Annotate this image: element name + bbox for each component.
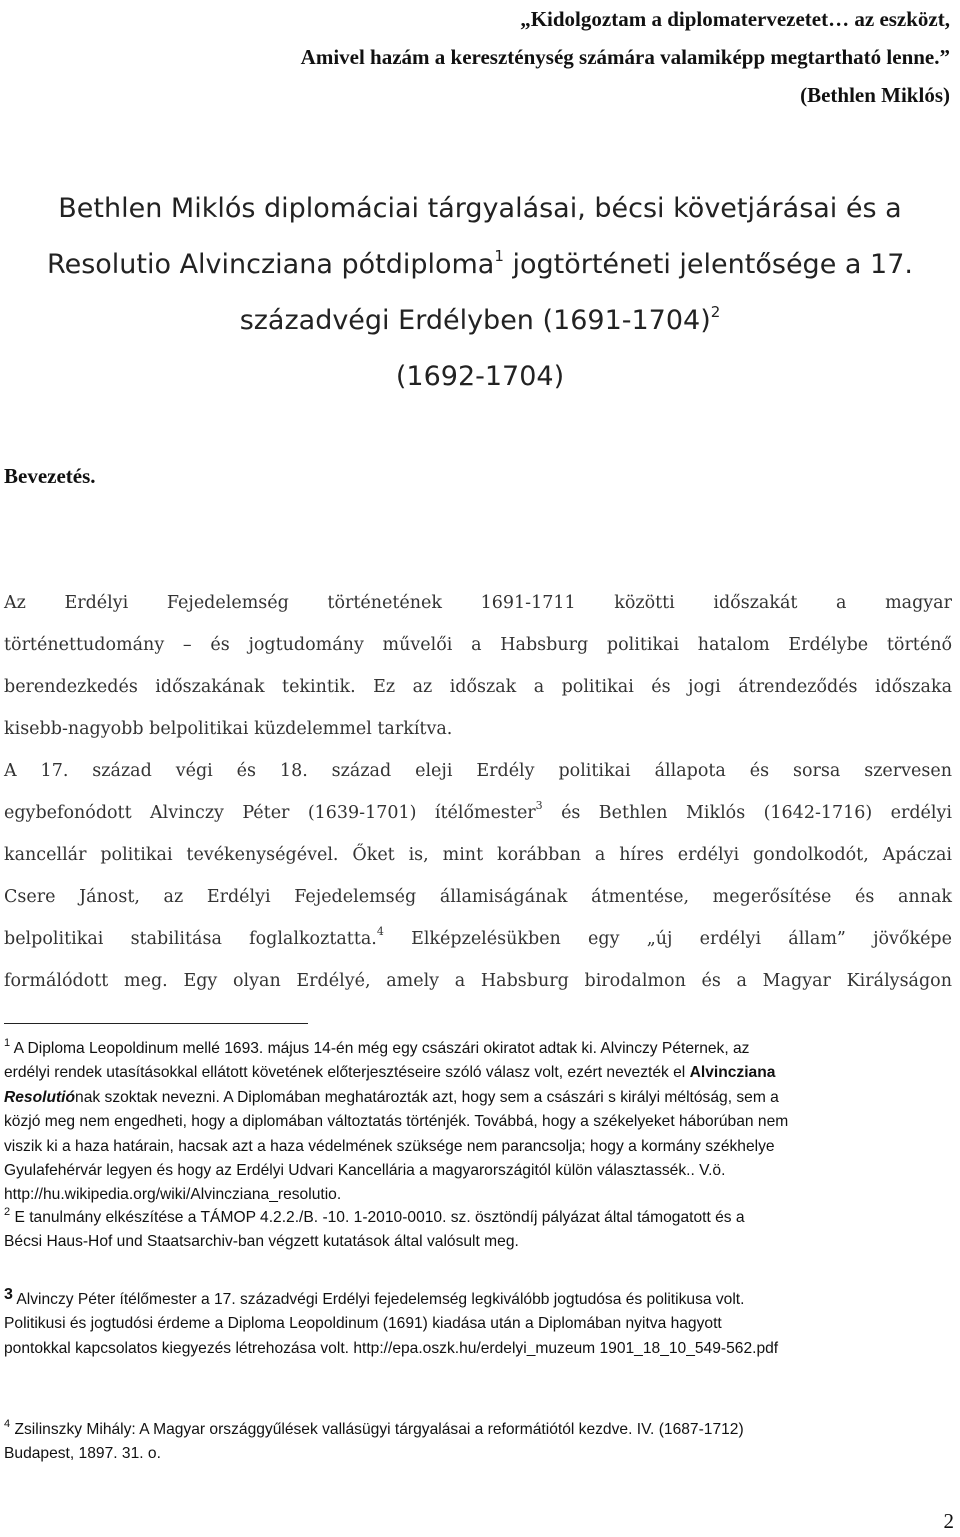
footnote-text: erdélyi rendek utasításokkal ellátott követének előterjesztéseire szóló válasz volt, ezért nevezték el <box>4 1064 690 1082</box>
footnote-line <box>4 1418 952 1442</box>
title-line-3-text: századvégi Erdélyben (1691-1704) <box>239 305 711 336</box>
footnote-line: pontokkal kapcsolatos kiegyezés létrehozása volt. http://epa.oszk.hu/erdelyi_muzeum 1901_18_10_549-562.pdf <box>4 1339 779 1357</box>
footnote-bold-term: Alvincziana <box>689 1064 776 1082</box>
body-line: berendezkedés időszakának tekintik. Ez az időszak a politikai és jogi átrendeződés időszaka <box>4 677 952 697</box>
footnote-link[interactable]: http://hu.wikipedia.org/wiki/Alvincziana_resolutio. <box>4 1186 342 1204</box>
footnote-4 <box>4 1418 952 1467</box>
footnote-line: Gyulafehérvár legyen és hogy az Erdélyi Udvari Kancellária a magyarországitól külön választassék.. V.ö. <box>4 1161 726 1179</box>
footnote-ref-4[interactable]: 4 <box>376 925 384 938</box>
footnote-text: nak szoktak nevezni. A Diplomában meghatározták azt, hogy sem a császári s királyi méltóság, sem a <box>75 1088 779 1106</box>
body-line: kancellár politikai tevékenységével. Őket is, mint korábban a híres erdélyi gondolkodót, Apáczai <box>4 845 952 865</box>
title-line-2 <box>0 237 960 293</box>
body-line-text-cont: Elképzelésükben egy „új erdélyi állam” jövőképe <box>383 929 952 949</box>
footnote-line <box>4 1288 952 1312</box>
title-line-4: (1692-1704) <box>395 361 565 392</box>
body-line-text-cont: és Bethlen Miklós (1642-1716) erdélyi <box>542 803 952 823</box>
footnote-line: Budapest, 1897. 31. o. <box>4 1445 161 1463</box>
epigraph-attribution: (Bethlen Miklós) <box>800 83 950 107</box>
footnote-3 <box>4 1288 952 1361</box>
footnote-line: Bécsi Haus-Hof und Staatsarchiv-ban végzett kutatások által valósult meg. <box>4 1233 519 1251</box>
body-line <box>4 792 952 834</box>
footnote-text: A Diploma Leopoldinum mellé 1693. május 14-én még egy császári okiratot adtak ki. Alvinczy Péternek, az <box>10 1040 750 1057</box>
title-line-3 <box>0 293 960 349</box>
footnote-line: viszik ki a haza határain, hacsak azt a haza védelmének szüksége nem parancsolja; hogy a kormány székhelye <box>4 1137 775 1155</box>
title-line-2-text-cont: jogtörténeti jelentősége a 17. <box>503 249 913 280</box>
body-line: Csere Jánost, az Erdélyi Fejedelemség államiságának átmentése, megerősítése és annak <box>4 887 952 907</box>
footnote-marker: 4 <box>4 1418 11 1430</box>
body-line: A 17. század végi és 18. század eleji Erdély politikai állapota és sorsa szervesen <box>4 761 952 781</box>
footnote-text: E tanulmány elkészítése a TÁMOP 4.2.2./B. -10. 1-2010-0010. sz. ösztöndíj pályázat által támogatott és a <box>10 1209 745 1226</box>
footnote-separator <box>4 1023 308 1024</box>
footnote-2 <box>4 1206 952 1255</box>
page-number: 2 <box>943 1509 954 1533</box>
footnote-text: Alvinczy Péter ítélőmester a 17. századvégi Erdélyi fejedelemség legkiválóbb jogtudósa és politikusa volt. <box>12 1291 745 1308</box>
footnote-ref-3[interactable]: 3 <box>535 799 543 812</box>
footnote-line <box>4 1206 952 1230</box>
footnote-marker: 2 <box>4 1206 11 1218</box>
epigraph-line-2: Amivel hazám a kereszténység számára valamiképp megtartható lenne.” <box>300 45 950 69</box>
footnote-line <box>4 1061 952 1085</box>
footnote-ref-2[interactable]: 2 <box>710 303 721 321</box>
body-line: kisebb-nagyobb belpolitikai küzdelemmel tarkítva. <box>4 719 453 739</box>
footnote-text: Zsilinszky Mihály: A Magyar országgyűlések vallásügyi tárgyalásai a reformátiótól kezdve. IV. (1687-1712) <box>10 1421 744 1438</box>
epigraph <box>301 0 950 114</box>
footnote-1 <box>4 1037 952 1208</box>
footnote-line: Politikusi és jogtudósi érdeme a Diploma Leopoldinum (1691) kiadása után a Diplomában nyitva hagyott <box>4 1315 722 1333</box>
body-line-text: belpolitikai stabilitása foglalkoztatta. <box>4 929 377 949</box>
footnote-bold-italic-term: Resolutió <box>4 1088 76 1106</box>
epigraph-line-1: „Kidolgoztam a diplomatervezetet… az eszközt, <box>520 7 950 31</box>
footnote-line: közjó meg nem engedheti, hogy a diplomában változtatás történjék. Továbbá, hogy a székelyeket háborúban nem <box>4 1113 789 1131</box>
body-line: formálódott meg. Egy olyan Erdélyé, amely a Habsburg birodalmon és a Magyar Királyságon <box>4 971 952 991</box>
footnote-ref-1[interactable]: 1 <box>494 247 504 265</box>
body-line-text: egybefonódott Alvinczy Péter (1639-1701) ítélőmester <box>4 803 536 823</box>
body-text <box>4 582 952 1002</box>
body-line <box>4 918 952 960</box>
title-line-2-text: Resolutio Alvincziana pótdiploma <box>47 249 495 280</box>
section-heading: Bevezetés. <box>4 464 96 488</box>
title-line-1: Bethlen Miklós diplomáciai tárgyalásai, bécsi követjárásai és a <box>58 193 902 224</box>
footnote-marker: 3 <box>4 1286 13 1303</box>
footnote-line <box>4 1037 952 1061</box>
footnote-line <box>4 1086 952 1110</box>
body-line: történettudomány – és jogtudomány művelői a Habsburg politikai hatalom Erdélybe történő <box>4 635 952 655</box>
document-title <box>0 181 960 405</box>
body-line: Az Erdélyi Fejedelemség történetének 1691-1711 közötti időszakát a magyar <box>4 593 952 613</box>
footnote-marker: 1 <box>4 1037 11 1049</box>
